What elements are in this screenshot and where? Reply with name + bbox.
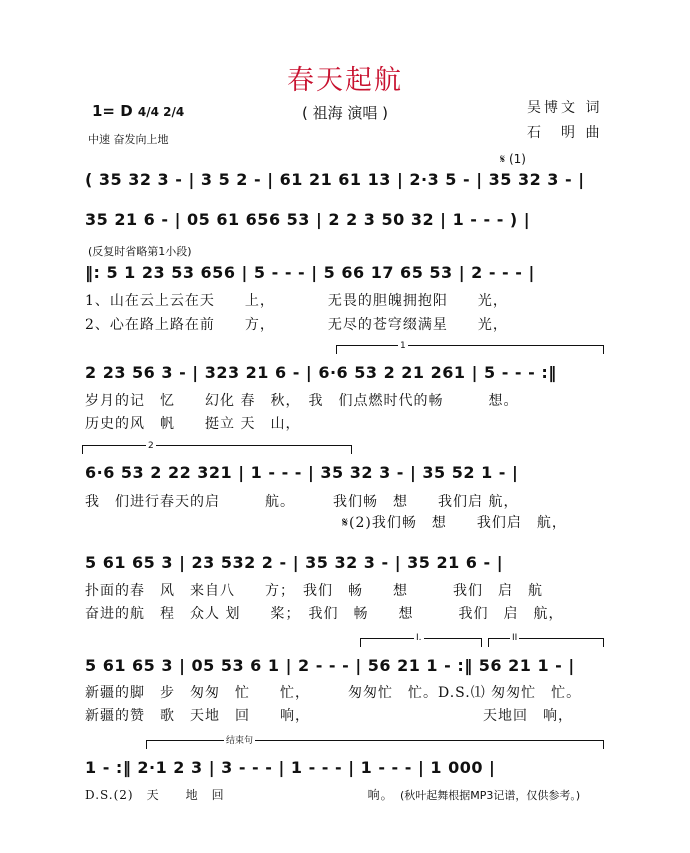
lyric-line-3b: 2、心在路上路在前 方， 无尽的苍穹缀满星 光， [85, 317, 508, 333]
notation-line-7: 5 61 65 3 | 05 53 6 1 | 2 - - - | 56 21 1 - :‖ 56 21 1 - | [85, 656, 575, 675]
notation-line-2: 35 21 6 - | 05 61 656 53 | 2 2 3 50 32 | 1 - - - ) | [85, 210, 531, 229]
lyric-line-7a: 新疆的脚 步 匆匆 忙 忙， 匆匆忙 忙。D.S.⑴ 匆匆忙 忙。 [85, 685, 582, 701]
lyric-line-5a: 我 们进行春天的启 航。 我们畅 想 我们启 航， [85, 494, 519, 510]
notation-line-4: 2 23 56 3 - | 323 21 6 - | 6·6 53 2 21 261 | 5 - - - :‖ [85, 363, 557, 382]
ending-ii-label: II [512, 633, 518, 643]
notation-line-3: ‖: 5 1 23 53 656 | 5 - - - | 5 66 17 65 53 | 2 - - - | [85, 263, 535, 282]
song-title: 春天起航 [287, 65, 403, 96]
second-ending-label: 2 [148, 441, 154, 451]
first-ending-bracket [336, 345, 604, 354]
notation-line-6: 5 61 65 3 | 23 532 2 - | 35 32 3 - | 35 21 6 - | [85, 553, 504, 572]
first-ending-label: 1 [400, 341, 406, 351]
lyric-line-7b: 新疆的赞 歌 天地 回 响， 天地回 响， [85, 708, 573, 724]
lyric-line-3a: 1、山在云上云在天 上， 无畏的胆魄拥抱阳 光， [85, 293, 508, 309]
coda-label: 结束句 [224, 733, 255, 746]
lyric-line-5b: 𝄋(2)我们畅 想 我们启 航， [342, 515, 567, 531]
key-signature [92, 102, 184, 120]
footnote: (秋叶起舞根据MP3记谱，仅供参考。) [400, 789, 581, 802]
key-label: 1= D [92, 102, 133, 120]
repeat-note: (反复时省略第1小段) [88, 245, 192, 258]
notation-line-8: 1 - :‖ 2·1 2 3 | 3 - - - | 1 - - - | 1 - - - | 1 000 | [85, 758, 496, 777]
lyric-line-4a: 岁月的记 忆 幻化 春 秋， 我 们点燃时代的畅 想。 [85, 393, 519, 409]
segno-marker-1: 𝄋 (1) [500, 152, 526, 166]
notation-line-5: 6·6 53 2 22 321 | 1 - - - | 35 32 3 - | 35 52 1 - | [85, 463, 519, 482]
performer-credit: ( 祖海 演唱 ) [301, 104, 388, 122]
lyric-line-6a: 扑面的春 风 来自八 方； 我们 畅 想 我们 启 航 [85, 583, 543, 599]
notation-line-1: ( 35 32 3 - | 3 5 2 - | 61 21 61 13 | 2·3 5 - | 35 32 3 - | [85, 170, 585, 189]
second-ending-bracket [82, 445, 352, 454]
lyric-line-4b: 历史的风 帆 挺立 天 山， [85, 416, 301, 432]
composer-credit: 石 明 曲 [527, 125, 603, 141]
ending-ii-bracket [488, 638, 604, 647]
lyric-line-6b: 奋进的航 程 众人 划 桨； 我们 畅 想 我们 启 航， [85, 606, 564, 622]
lyric-line-8: D.S.(2) 天 地 回 响。 [85, 788, 394, 802]
ending-i-label: I. [416, 633, 422, 643]
lyricist-credit: 吴博文 词 [527, 100, 603, 116]
tempo-marking: 中速 奋发向上地 [88, 133, 169, 146]
coda-bracket [146, 740, 604, 749]
time-signature: 4/4 2/4 [137, 105, 185, 119]
